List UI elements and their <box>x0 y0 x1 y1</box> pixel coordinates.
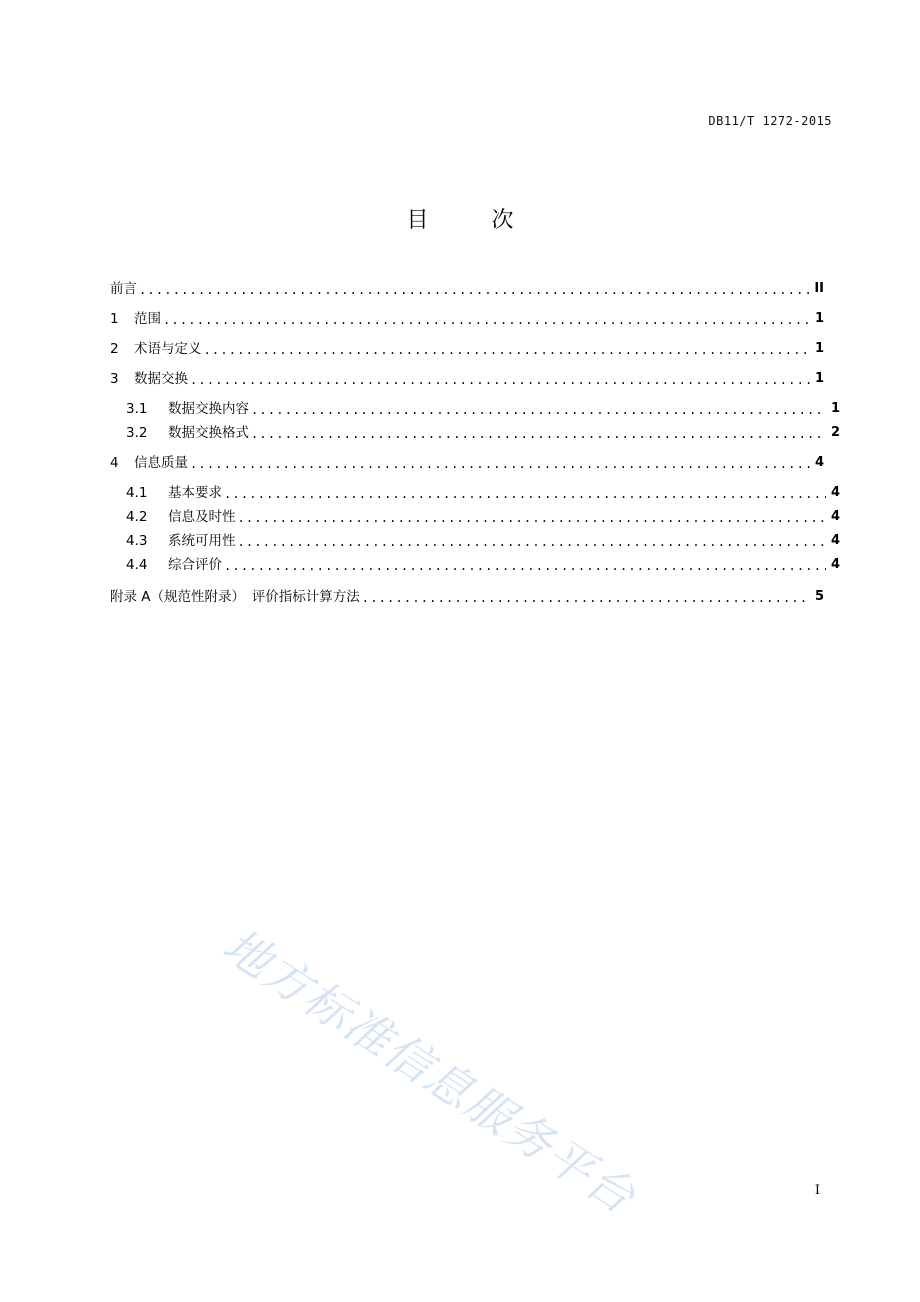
toc-leader-dots <box>251 425 826 443</box>
toc-page-number: 5 <box>814 589 824 604</box>
toc-title: 目 次 <box>406 208 542 233</box>
toc-page-number: 2 <box>830 425 840 440</box>
toc-leader-dots <box>251 401 826 419</box>
toc-number: 4.3 <box>126 533 148 549</box>
toc-number: 1 <box>110 311 119 327</box>
toc-page-number: 4 <box>814 455 824 470</box>
toc-page-number: 1 <box>814 311 824 326</box>
toc-leader-dots <box>238 533 827 551</box>
toc-leader-dots <box>190 455 810 473</box>
toc-number: 3.1 <box>126 401 148 417</box>
toc-label: 范围 <box>134 311 161 327</box>
toc-page-number: 4 <box>830 533 840 548</box>
toc-page-number: 1 <box>814 341 824 356</box>
toc-entry-foreword[interactable] <box>110 279 824 299</box>
toc-label: 术语与定义 <box>134 341 202 357</box>
toc-number: 2 <box>110 341 119 357</box>
toc-leader-dots <box>238 509 827 527</box>
toc-leader-dots <box>224 557 826 575</box>
toc-number: 3 <box>110 371 119 387</box>
toc-page-number: 4 <box>830 557 840 572</box>
toc-number: 3.2 <box>126 425 148 441</box>
toc-label: 信息质量 <box>134 455 188 471</box>
toc-entry-4-3[interactable] <box>110 531 840 551</box>
toc-entry-2[interactable] <box>110 339 824 359</box>
toc-page-number: 4 <box>830 485 840 500</box>
toc-number: 4.4 <box>126 557 148 573</box>
toc-leader-dots <box>139 281 810 299</box>
toc-entry-1[interactable] <box>110 309 824 329</box>
watermark: 地方标准信息服务平台 <box>213 917 646 1225</box>
toc-entry-appendix-a[interactable] <box>110 587 824 607</box>
toc-page-number: 4 <box>830 509 840 524</box>
toc-page-number: II <box>814 281 824 296</box>
toc-number: 4.1 <box>126 485 148 501</box>
toc-label: 数据交换格式 <box>168 425 249 441</box>
toc-leader-dots <box>224 485 826 503</box>
toc-label: 前言 <box>110 281 137 297</box>
toc-entry-4[interactable] <box>110 453 824 473</box>
toc-label: 数据交换内容 <box>168 401 249 417</box>
toc-leader-dots <box>190 371 810 389</box>
toc-number: 4 <box>110 455 119 471</box>
toc-label: 数据交换 <box>134 371 188 387</box>
toc-page-number: 1 <box>830 401 840 416</box>
toc-entry-4-2[interactable] <box>110 507 840 527</box>
toc-entry-3[interactable] <box>110 369 824 389</box>
toc-label: 附录 A（规范性附录） 评价指标计算方法 <box>110 589 360 605</box>
page-number: I <box>814 1183 820 1198</box>
toc-label: 基本要求 <box>168 485 222 501</box>
toc-label: 信息及时性 <box>168 509 236 525</box>
toc-entry-3-1[interactable] <box>110 399 840 419</box>
toc-label: 系统可用性 <box>168 533 236 549</box>
toc-leader-dots <box>204 341 811 359</box>
toc-leader-dots <box>362 589 810 607</box>
toc-entry-3-2[interactable] <box>110 423 840 443</box>
toc-page-number: 1 <box>814 371 824 386</box>
toc-entry-4-4[interactable] <box>110 555 840 575</box>
toc-number: 4.2 <box>126 509 148 525</box>
toc-leader-dots <box>163 311 810 329</box>
toc-label: 综合评价 <box>168 557 222 573</box>
standard-code: DB11/T 1272-2015 <box>708 114 832 128</box>
toc-entry-4-1[interactable] <box>110 483 840 503</box>
